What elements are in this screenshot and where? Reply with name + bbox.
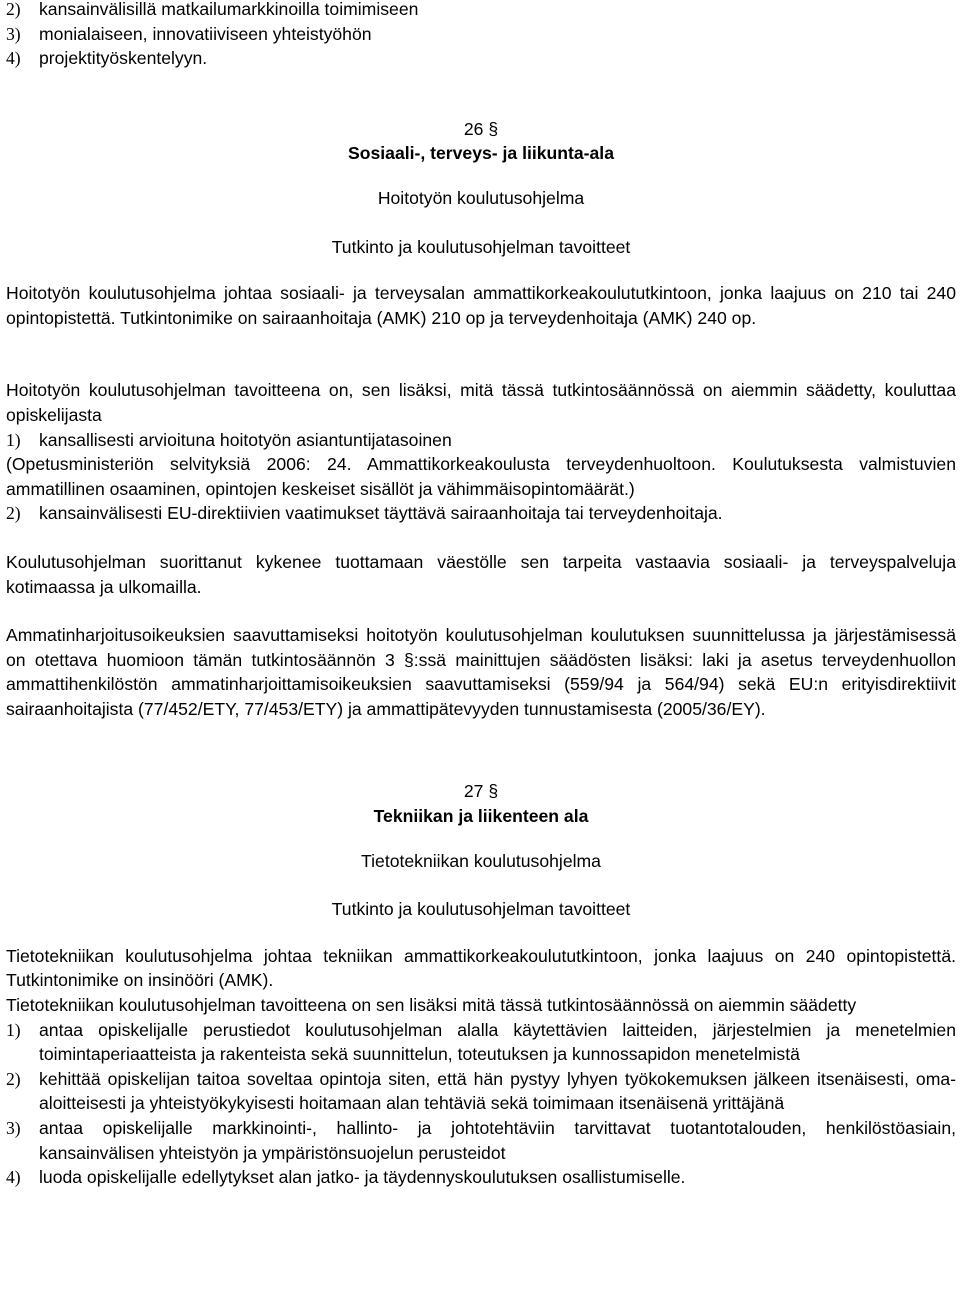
list-item-text: luoda opiskelijalle edellytykset alan jatko- ja täydennyskoulutuksen osallistumiselle.: [39, 1167, 686, 1188]
list-item: [6, 46, 956, 71]
list-item-number: 2): [6, 503, 21, 524]
list-item: [6, 1116, 956, 1165]
programme-heading: Tietotekniikan koulutusohjelma: [361, 850, 601, 871]
list-item-text: antaa opiskelijalle markkinointi-, hallinto- ja johtotehtäviin tarvittavat tuotantotalouden, henkilöstöasiain, kansainvälisen yhteistyön ja ympäristönsuojelun perusteidot: [39, 1118, 956, 1163]
document-page: [6, 0, 956, 1190]
programme-heading: Hoitotyön koulutusohjelma: [377, 187, 585, 208]
list-item-number: 4): [6, 48, 21, 69]
top-list: [6, 0, 956, 71]
list-item-text: kansainvälisesti EU-direktiivien vaatimukset täyttävä sairaanhoitaja tai terveydenhoitaja.: [39, 503, 723, 524]
paragraph: Hoitotyön koulutusohjelma johtaa sosiaali- ja terveysalan ammattikorkeakoulututkintoon, jonka laajuus on 210 tai 240 opintopistettä. Tutkintonimike on sairaanhoitaja (AMK) 210 op ja terveydenhoitaja (AMK) 240 op.: [6, 283, 956, 328]
paragraph: Hoitotyön koulutusohjelman tavoitteena on, sen lisäksi, mitä tässä tutkintosäännössä on aiemmin säädetty, kouluttaa opiskelijasta: [6, 380, 956, 425]
list-item-number: 2): [6, 0, 21, 19]
list-item-text: projektityöskentelyyn.: [39, 48, 208, 69]
subheading: Tutkinto ja koulutusohjelman tavoitteet: [331, 899, 631, 920]
list-item-text: kansainvälisillä matkailumarkkinoilla toimimiseen: [39, 0, 419, 19]
paragraph: Koulutusohjelman suorittanut kykenee tuottamaan väestölle sen tarpeita vastaavia sosiaali- ja terveyspalveluja kotimaassa ja ulkomailla.: [6, 551, 956, 597]
list-item-text: kansallisesti arvioituna hoitotyön asiantuntijatasoinen: [39, 429, 452, 450]
paragraph: Ammatinharjoitusoikeuksien saavuttamiseksi hoitotyön koulutusohjelman koulutuksen suunnittelussa ja järjestämisessä on otettava huomioon tämän tutkintosäännön 3 §:ssä mainittujen säädösten lisäksi: laki ja asetus terveydenhuollon ammattihenkilöstön ammatinharjoittamisoikeuksien saavuttamiseksi (559/94 ja 564/94) sekä EU:n erityisdirektiivit sairaanhoitajista (77/452/ETY, 77/453/ETY) ja ammattipätevyyden tunnustamisesta (2005/36/EY).: [6, 625, 956, 719]
subheading: Tutkinto ja koulutusohjelman tavoitteet: [331, 236, 631, 257]
section-title: Sosiaali-, terveys- ja liikunta-ala: [348, 143, 614, 164]
paragraph: Tietotekniikan koulutusohjelma johtaa tekniikan ammattikorkeakoulututkintoon, jonka laajuus on 240 opintopistettä. Tutkintonimike on insinööri (AMK).: [6, 945, 956, 991]
list-item: [6, 501, 956, 526]
list-item-text: monialaiseen, innovatiiviseen yhteistyöhön: [39, 23, 372, 44]
list-item: [6, 1165, 956, 1190]
list-item: [6, 0, 956, 22]
section-title: Tekniikan ja liikenteen ala: [373, 806, 589, 827]
paragraph: Tietotekniikan koulutusohjelman tavoitteena on sen lisäksi mitä tässä tutkintosäännössä on aiemmin säädetty: [6, 995, 857, 1016]
list-item-number: 3): [6, 1118, 21, 1138]
list-item-number: 2): [6, 1068, 21, 1089]
list-item-number: 3): [6, 23, 21, 44]
list-item-number: 4): [6, 1167, 21, 1188]
paragraph: (Opetusministeriön selvityksiä 2006: 24. Ammattikorkeakoulusta terveydenhuoltoon. Koulutuksesta valmistuvien ammatillinen osaaminen, opintojen keskeiset sisällöt ja vähimmäisopintomäärät.): [6, 454, 956, 499]
list-item-number: 1): [6, 1019, 21, 1040]
section-number: 27 §: [463, 781, 499, 802]
list-item: [6, 1067, 956, 1116]
list-item: [6, 1018, 956, 1067]
section-number: 26 §: [463, 118, 499, 139]
list-item-text: antaa opiskelijalle perustiedot koulutusohjelman alalla käytettävien laitteiden, järjestelmien ja menetelmien toimintaperiaatteista ja rakenteista sekä suunnittelun, toteutuksen ja kunnossapidon menetelmistä: [39, 1019, 956, 1065]
list-item: [6, 428, 956, 453]
list-item-number: 1): [6, 429, 21, 450]
list-item: [6, 22, 956, 47]
list-item-text: kehittää opiskelijan taitoa soveltaa opintoja siten, että hän pystyy lyhyen työkokemuksen jälkeen itsenäisesti, oma-aloitteisesti ja yhteistyökykyisesti hoitamaan alan tehtäviä sekä toimimaan itsenäisenä yrittäjänä: [39, 1068, 956, 1114]
